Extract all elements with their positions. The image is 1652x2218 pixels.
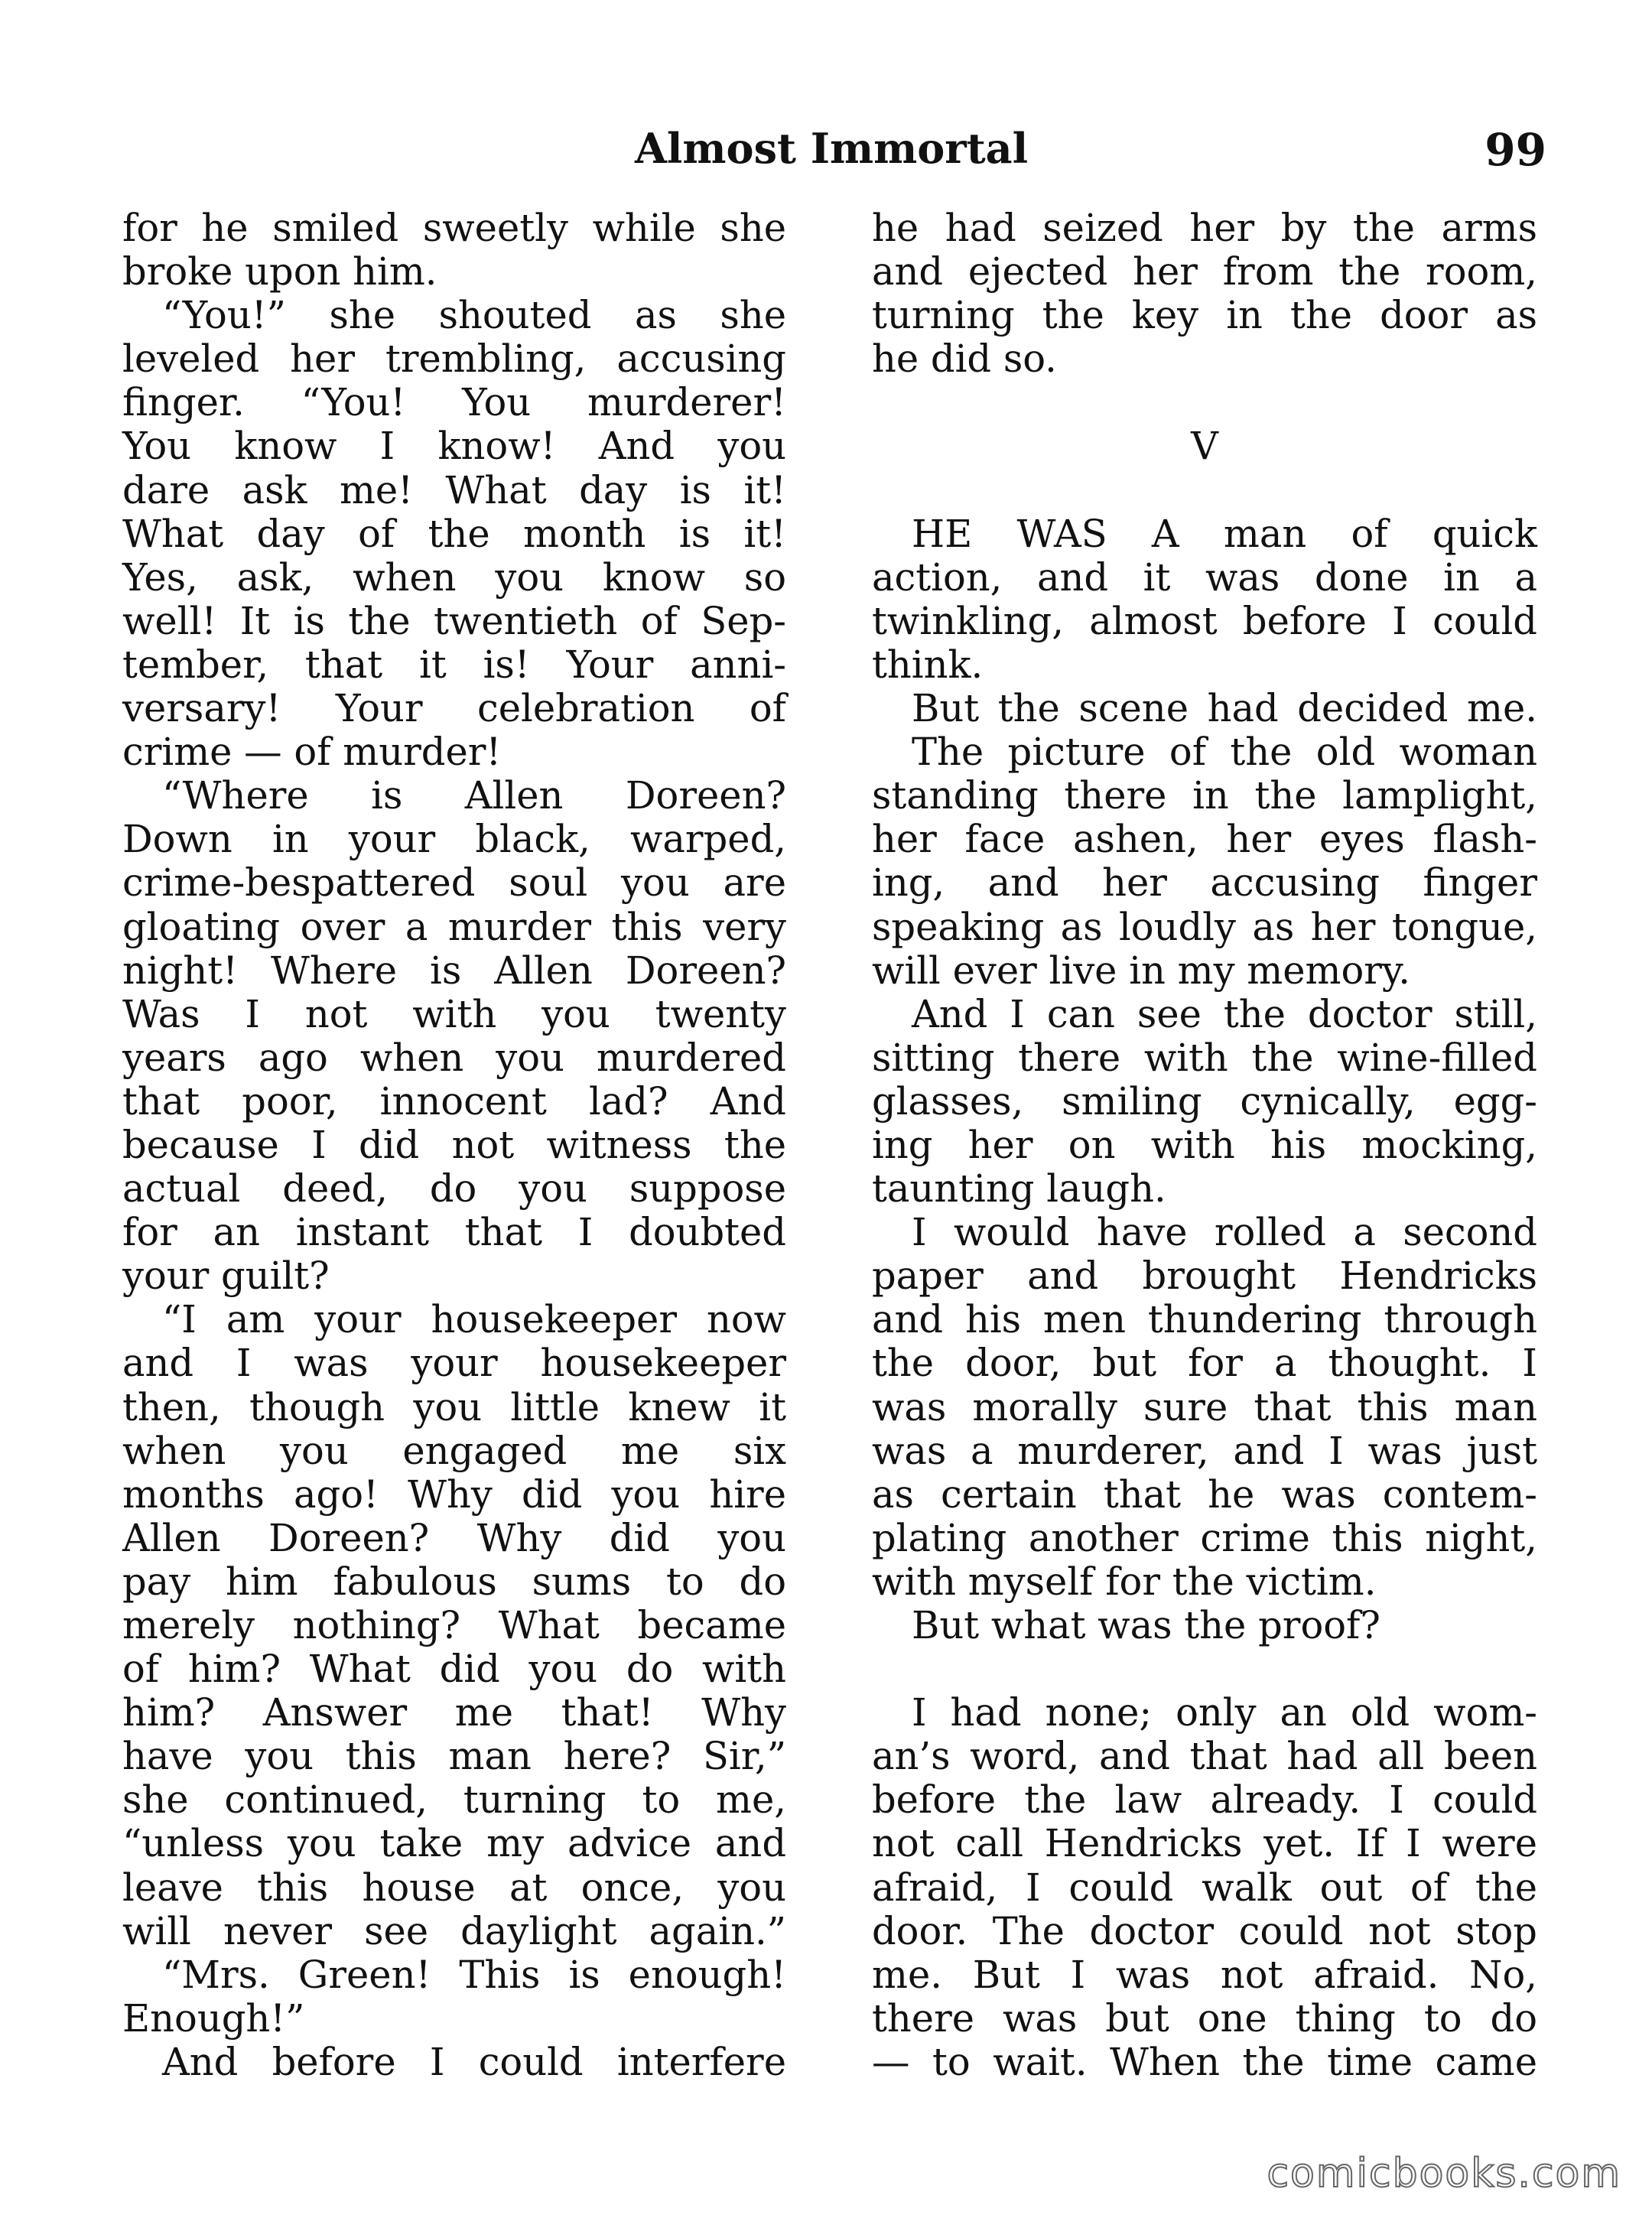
text-line: dare ask me! What day is it! [122,467,786,512]
text-line: her face ashen, her eyes flash- [872,817,1537,862]
text-line: “I am your housekeeper now [162,1297,786,1342]
text-line: I would have rolled a second [912,1210,1537,1255]
text-line: sitting there with the wine-filled [872,1035,1537,1080]
text-line: well! It is the twentieth of Sep- [122,598,786,643]
text-line: “You!” she shouted as she [162,293,786,338]
text-line: him? Answer me that! Why [122,1690,786,1735]
text-line: night! Where is Allen Doreen? [122,948,786,993]
text-line: Was I not with you twenty [122,991,786,1036]
blank-line [872,1647,1537,1691]
text-line: months ago! Why did you hire [122,1472,786,1517]
text-line: — to wait. When the time came [872,2039,1537,2084]
text-line: for he smiled sweetly while she [122,206,786,250]
text-line: pay him fabulous sums to do [122,1559,786,1604]
text-line: You know I know! And you [122,424,786,469]
text-line: glasses, smiling cynically, egg- [872,1078,1537,1124]
text-line: But the scene had decided me. [912,686,1537,731]
text-line: he had seized her by the arms [872,206,1537,250]
text-line: “Where is Allen Doreen? [162,773,786,818]
text-line: and his men thundering through [872,1297,1537,1342]
text-line: she continued, turning to me, [122,1777,786,1823]
text-line: that poor, innocent lad? And [122,1078,786,1124]
text-line: HE WAS A man of quick [912,511,1537,556]
text-line: ing, and her accusing finger [872,860,1537,906]
text-line: then, though you little knew it [122,1384,786,1429]
text-line: speaking as loudly as her tongue, [872,904,1537,949]
text-line: I had none; only an old wom- [912,1690,1537,1735]
text-line: leave this house at once, you [122,1865,786,1910]
text-line: What day of the month is it! [122,511,786,556]
blank-line [872,469,1537,512]
text-line: actual deed, do you suppose [122,1166,786,1211]
text-line: before the law already. I could [872,1777,1537,1823]
text-line: and I was your housekeeper [122,1341,786,1386]
text-line: Allen Doreen? Why did you [122,1515,786,1560]
text-line: taunting laugh. [872,1166,1166,1211]
running-title: Almost Immortal [635,124,1029,173]
text-line: crime — of murder! [122,730,502,775]
text-line: the door, but for a thought. I [872,1341,1537,1386]
text-line: turning the key in the door as [872,293,1537,338]
text-line: “Mrs. Green! This is enough! [162,1952,786,1997]
text-line: your guilt? [122,1254,330,1299]
text-line: will ever live in my memory. [872,948,1411,993]
text-line: tember, that it is! Your anni- [122,642,786,687]
text-line: there was but one thing to do [872,1995,1537,2041]
text-line: standing there in the lamplight, [872,773,1537,818]
page-number: 99 [1485,124,1546,176]
text-line: have you this man here? Sir,” [122,1734,786,1779]
text-line: And I can see the doctor still, [912,991,1537,1036]
text-line: not call Hendricks yet. If I were [872,1821,1537,1866]
text-line: broke upon him. [122,249,437,294]
text-line: and ejected her from the room, [872,249,1537,294]
text-line: with myself for the victim. [872,1559,1377,1604]
text-line: door. The doctor could not stop [872,1908,1537,1953]
text-line: years ago when you murdered [122,1035,786,1080]
text-line: paper and brought Hendricks [872,1254,1537,1299]
text-line: twinkling, almost before I could [872,598,1537,643]
text-line: Down in your black, warped, [122,817,786,862]
text-line: was morally sure that this man [872,1384,1537,1429]
text-line: gloating over a murder this very [122,904,786,949]
text-line: plating another crime this night, [872,1515,1537,1560]
text-line: for an instant that I doubted [122,1210,786,1255]
text-line: think. [872,642,984,687]
text-line: “unless you take my advice and [122,1821,786,1866]
text-line: And before I could interfere [162,2039,786,2084]
text-line: versary! Your celebration of [122,686,786,731]
text-line: ing her on with his mocking, [872,1122,1537,1167]
left-text-column [122,207,786,2084]
text-line: when you engaged me six [122,1428,786,1473]
text-line: Yes, ask, when you know so [122,554,786,600]
text-line: merely nothing? What became [122,1603,786,1647]
right-text-column [872,207,1537,2084]
text-line: action, and it was done in a [872,554,1537,600]
text-line: of him? What did you do with [122,1647,786,1692]
text-line: leveled her trembling, accusing [122,337,786,382]
page-header [122,124,1546,185]
text-line: me. But I was not afraid. No, [872,1952,1537,1997]
watermark: comicbooks.com [1267,2151,1621,2197]
section-heading: V [1191,424,1218,469]
text-line: afraid, I could walk out of the [872,1865,1537,1910]
text-line: as certain that he was contem- [872,1472,1537,1517]
text-line: because I did not witness the [122,1122,786,1167]
text-line: Enough!” [122,1995,305,2041]
text-line: he did so. [872,337,1057,382]
text-line: an’s word, and that had all been [872,1734,1537,1779]
text-line: But what was the proof? [912,1603,1380,1647]
text-line: will never see daylight again.” [122,1908,786,1953]
text-line: The picture of the old woman [912,730,1537,775]
blank-line [872,381,1537,424]
text-line: was a murderer, and I was just [872,1428,1537,1473]
text-line: finger. “You! You murderer! [122,380,786,425]
text-line: crime-bespattered soul you are [122,860,786,906]
